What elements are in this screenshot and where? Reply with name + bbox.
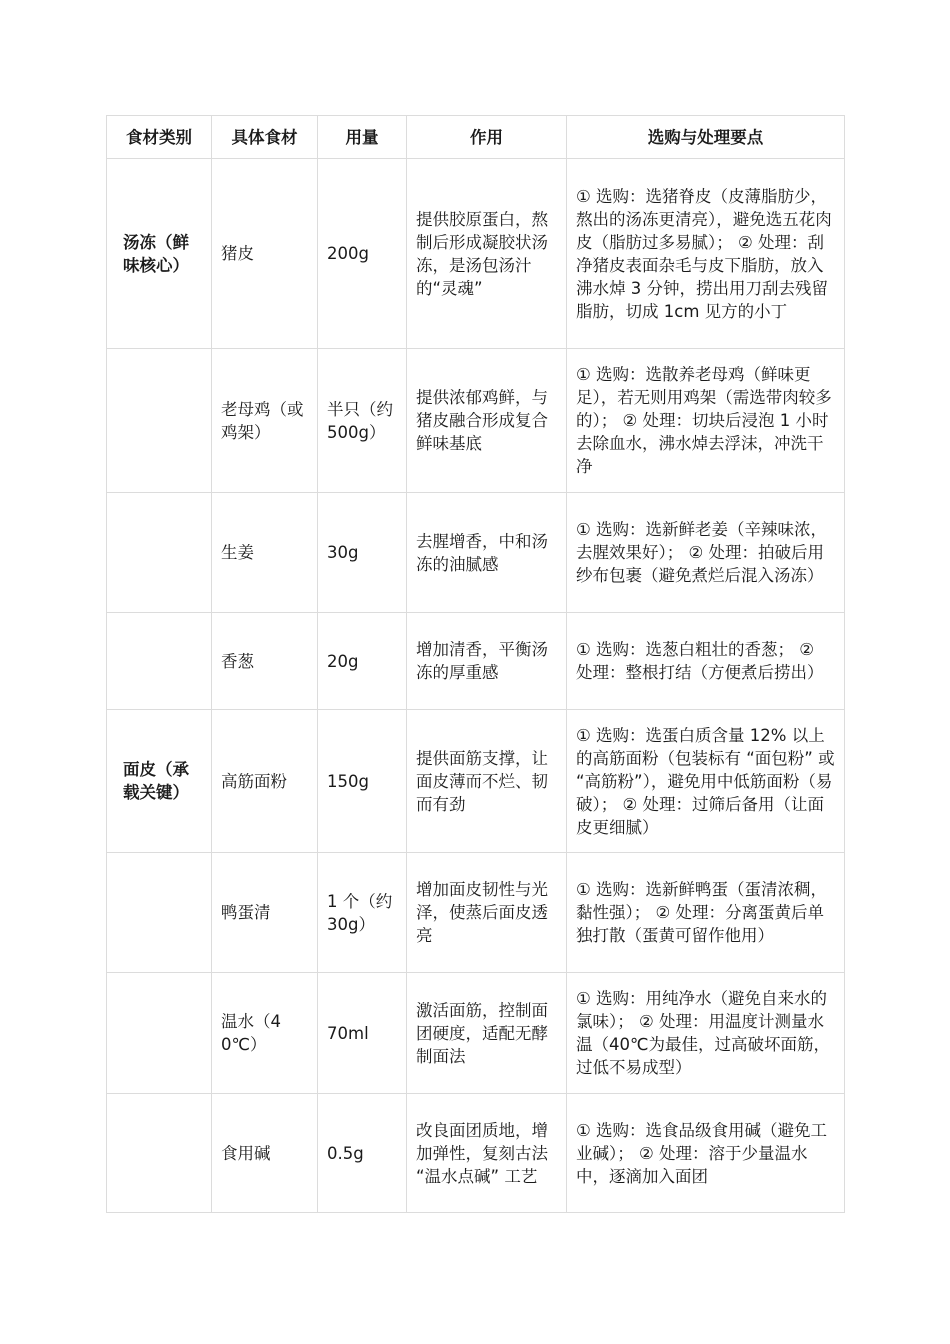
notes-cell: ① 选购：选散养老母鸡（鲜味更足），若无则用鸡架（需选带肉较多的）； ② 处理：切块后浸泡 1 小时去除血水，沸水焯去浮沫，冲洗干净 [567,349,845,493]
notes-cell: ① 选购：选蛋白质含量 12% 以上的高筋面粉（包装标有 “面包粉” 或 “高筋粉”），避免用中低筋面粉（易破）； ② 处理：过筛后备用（让面皮更细腻） [567,710,845,853]
amount-cell: 20g [318,613,407,710]
notes-cell: ① 选购：选新鲜老姜（辛辣味浓，去腥效果好）； ② 处理：拍破后用纱布包裹（避免煮烂后混入汤冻） [567,493,845,613]
table-row [107,1094,845,1213]
amount-cell: 30g [318,493,407,613]
table-row [107,613,845,710]
header-amount: 用量 [318,116,407,159]
function-cell: 增加面皮韧性与光泽，使蒸后面皮透亮 [407,853,567,973]
ingredient-cell: 生姜 [212,493,318,613]
amount-cell: 0.5g [318,1094,407,1213]
category-cell [107,1094,212,1213]
table-row [107,159,845,349]
category-cell [107,493,212,613]
function-cell: 提供浓郁鸡鲜，与猪皮融合形成复合鲜味基底 [407,349,567,493]
header-ingredient: 具体食材 [212,116,318,159]
notes-cell: ① 选购：用纯净水（避免自来水的氯味）； ② 处理：用温度计测量水温（40℃为最佳，过高破坏面筋，过低不易成型） [567,973,845,1094]
table-row [107,710,845,853]
notes-cell: ① 选购：选葱白粗壮的香葱； ② 处理：整根打结（方便煮后捞出） [567,613,845,710]
ingredient-cell: 猪皮 [212,159,318,349]
category-cell: 面皮（承载关键） [107,710,212,853]
function-cell: 提供面筋支撑，让面皮薄而不烂、韧而有劲 [407,710,567,853]
amount-cell: 1 个（约 30g） [318,853,407,973]
ingredients-table [106,115,845,1213]
ingredient-cell: 香葱 [212,613,318,710]
table-header-row [107,116,845,159]
category-cell [107,973,212,1094]
ingredient-cell: 温水（40℃） [212,973,318,1094]
header-notes: 选购与处理要点 [567,116,845,159]
function-cell: 改良面团质地，增加弹性，复刻古法 “温水点碱” 工艺 [407,1094,567,1213]
category-cell [107,853,212,973]
notes-cell: ① 选购：选食品级食用碱（避免工业碱）； ② 处理：溶于少量温水中，逐滴加入面团 [567,1094,845,1213]
function-cell: 增加清香，平衡汤冻的厚重感 [407,613,567,710]
amount-cell: 200g [318,159,407,349]
table-row [107,349,845,493]
ingredient-cell: 鸭蛋清 [212,853,318,973]
table-row [107,853,845,973]
header-category: 食材类别 [107,116,212,159]
ingredient-cell: 高筋面粉 [212,710,318,853]
category-cell [107,349,212,493]
notes-cell: ① 选购：选猪脊皮（皮薄脂肪少，熬出的汤冻更清亮），避免选五花肉皮（脂肪过多易腻）； ② 处理：刮净猪皮表面杂毛与皮下脂肪，放入沸水焯 3 分钟，捞出用刀刮去残留脂肪，切成 1cm 见方的小丁 [567,159,845,349]
category-cell [107,613,212,710]
function-cell: 提供胶原蛋白，熬制后形成凝胶状汤冻，是汤包汤汁的“灵魂” [407,159,567,349]
document-page [106,115,844,1213]
ingredient-cell: 食用碱 [212,1094,318,1213]
table-row [107,973,845,1094]
amount-cell: 半只（约 500g） [318,349,407,493]
table-row [107,493,845,613]
amount-cell: 70ml [318,973,407,1094]
category-cell: 汤冻（鲜味核心） [107,159,212,349]
function-cell: 激活面筋，控制面团硬度，适配无酵制面法 [407,973,567,1094]
amount-cell: 150g [318,710,407,853]
notes-cell: ① 选购：选新鲜鸭蛋（蛋清浓稠，黏性强）； ② 处理：分离蛋黄后单独打散（蛋黄可留作他用） [567,853,845,973]
header-function: 作用 [407,116,567,159]
function-cell: 去腥增香，中和汤冻的油腻感 [407,493,567,613]
ingredient-cell: 老母鸡（或鸡架） [212,349,318,493]
